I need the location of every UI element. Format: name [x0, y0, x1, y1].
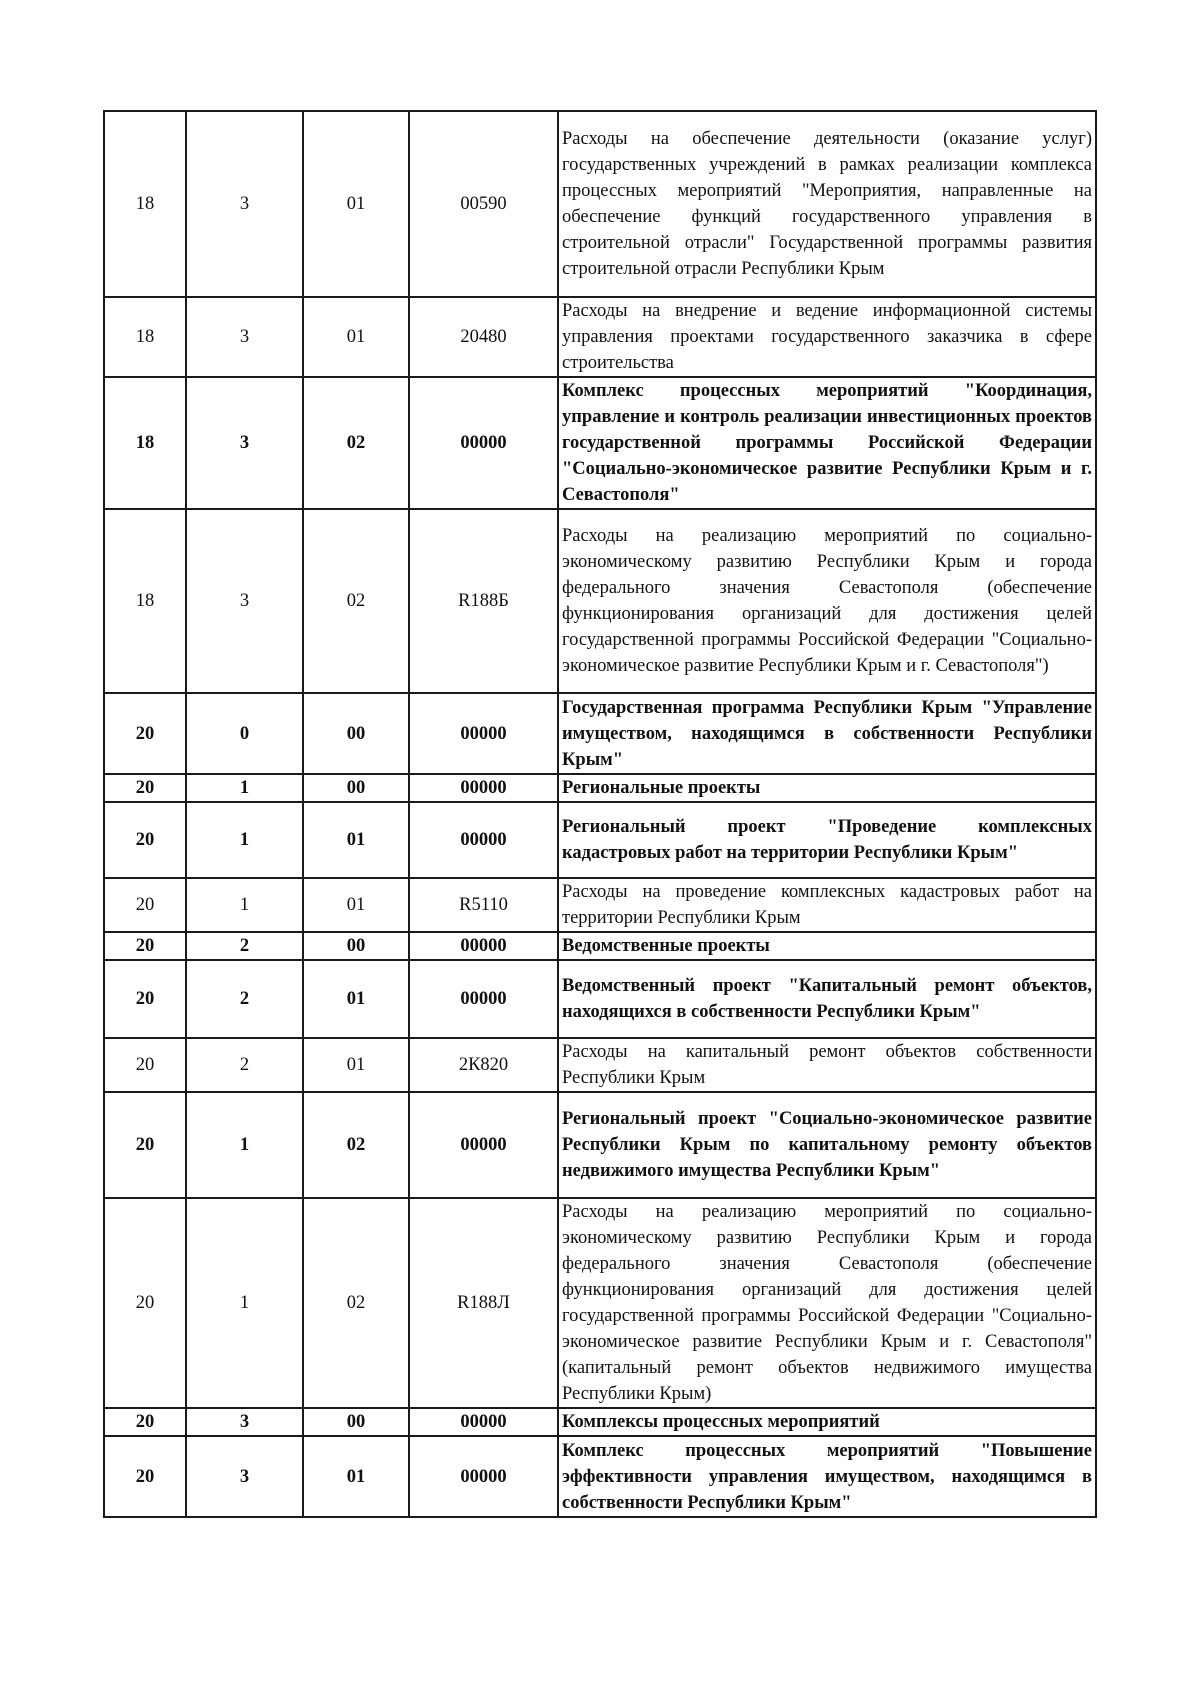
program-code-cell: 20	[104, 802, 186, 878]
program-code-cell: 20	[104, 1436, 186, 1517]
subprogram-code-cell: 3	[186, 1408, 303, 1436]
table-row	[104, 960, 1096, 1038]
direction-code-cell: 00000	[409, 693, 558, 774]
direction-code-cell: 00000	[409, 960, 558, 1038]
program-code-cell: 18	[104, 111, 186, 297]
description-cell: Ведомственные проекты	[558, 932, 1096, 960]
description-cell: Расходы на обеспечение деятельности (оказание услуг) государственных учреждений в рамках реализации комплекса процессных мероприятий "Мероприятия, направленные на обеспечение функций государственного управления в строительной отрасли" Государственной программы развития строительной отрасли Республики Крым	[558, 111, 1096, 297]
program-code-cell: 20	[104, 960, 186, 1038]
event-code-cell: 01	[303, 878, 409, 932]
table-row	[104, 377, 1096, 509]
direction-code-cell: R188Л	[409, 1198, 558, 1408]
program-code-cell: 20	[104, 878, 186, 932]
table-body	[104, 111, 1096, 1517]
table-row	[104, 297, 1096, 377]
subprogram-code-cell: 2	[186, 1038, 303, 1092]
description-cell: Государственная программа Республики Крым "Управление имуществом, находящимся в собственности Республики Крым"	[558, 693, 1096, 774]
event-code-cell: 01	[303, 1038, 409, 1092]
direction-code-cell: 2К820	[409, 1038, 558, 1092]
direction-code-cell: 00000	[409, 802, 558, 878]
direction-code-cell: 00000	[409, 932, 558, 960]
table-row	[104, 1092, 1096, 1198]
table-row	[104, 509, 1096, 693]
program-code-cell: 20	[104, 1198, 186, 1408]
subprogram-code-cell: 1	[186, 1198, 303, 1408]
subprogram-code-cell: 3	[186, 297, 303, 377]
direction-code-cell: 20480	[409, 297, 558, 377]
event-code-cell: 00	[303, 693, 409, 774]
table-row	[104, 111, 1096, 297]
program-code-cell: 18	[104, 377, 186, 509]
direction-code-cell: R5110	[409, 878, 558, 932]
program-code-cell: 20	[104, 1038, 186, 1092]
event-code-cell: 02	[303, 1092, 409, 1198]
program-code-cell: 20	[104, 1408, 186, 1436]
direction-code-cell: 00000	[409, 1436, 558, 1517]
subprogram-code-cell: 3	[186, 1436, 303, 1517]
table-row	[104, 693, 1096, 774]
program-code-cell: 20	[104, 693, 186, 774]
event-code-cell: 02	[303, 377, 409, 509]
direction-code-cell: 00000	[409, 1408, 558, 1436]
description-cell: Расходы на внедрение и ведение информационной системы управления проектами государственного заказчика в сфере строительства	[558, 297, 1096, 377]
description-cell: Комплексы процессных мероприятий	[558, 1408, 1096, 1436]
direction-code-cell: R188Б	[409, 509, 558, 693]
event-code-cell: 01	[303, 297, 409, 377]
subprogram-code-cell: 1	[186, 774, 303, 802]
event-code-cell: 00	[303, 932, 409, 960]
program-code-cell: 18	[104, 509, 186, 693]
program-code-cell: 20	[104, 932, 186, 960]
description-cell: Комплекс процессных мероприятий "Повышение эффективности управления имуществом, находящимся в собственности Республики Крым"	[558, 1436, 1096, 1517]
description-cell: Расходы на проведение комплексных кадастровых работ на территории Республики Крым	[558, 878, 1096, 932]
budget-code-table	[103, 110, 1097, 1518]
description-cell: Региональный проект "Проведение комплексных кадастровых работ на территории Республики Крым"	[558, 802, 1096, 878]
description-cell: Региональные проекты	[558, 774, 1096, 802]
program-code-cell: 18	[104, 297, 186, 377]
subprogram-code-cell: 3	[186, 377, 303, 509]
event-code-cell: 01	[303, 1436, 409, 1517]
table-row	[104, 774, 1096, 802]
description-cell: Расходы на реализацию мероприятий по социально-экономическому развитию Республики Крым и города федерального значения Севастополя (обеспечение функционирования организаций для достижения целей государственной программы Российской Федерации "Социально-экономическое развитие Республики Крым и г. Севастополя" (капитальный ремонт объектов недвижимого имущества Республики Крым)	[558, 1198, 1096, 1408]
event-code-cell: 01	[303, 111, 409, 297]
direction-code-cell: 00000	[409, 377, 558, 509]
table-row	[104, 932, 1096, 960]
table-row	[104, 802, 1096, 878]
subprogram-code-cell: 3	[186, 111, 303, 297]
description-cell: Расходы на капитальный ремонт объектов собственности Республики Крым	[558, 1038, 1096, 1092]
description-cell: Расходы на реализацию мероприятий по социально-экономическому развитию Республики Крым и города федерального значения Севастополя (обеспечение функционирования организаций для достижения целей государственной программы Российской Федерации "Социально-экономическое развитие Республики Крым и г. Севастополя")	[558, 509, 1096, 693]
subprogram-code-cell: 2	[186, 960, 303, 1038]
subprogram-code-cell: 3	[186, 509, 303, 693]
subprogram-code-cell: 0	[186, 693, 303, 774]
event-code-cell: 00	[303, 774, 409, 802]
description-cell: Комплекс процессных мероприятий "Координация, управление и контроль реализации инвестиционных проектов государственной программы Российской Федерации "Социально-экономическое развитие Республики Крым и г. Севастополя"	[558, 377, 1096, 509]
table-row	[104, 878, 1096, 932]
description-cell: Ведомственный проект "Капитальный ремонт объектов, находящихся в собственности Республики Крым"	[558, 960, 1096, 1038]
direction-code-cell: 00000	[409, 774, 558, 802]
table-row	[104, 1038, 1096, 1092]
subprogram-code-cell: 2	[186, 932, 303, 960]
event-code-cell: 02	[303, 1198, 409, 1408]
event-code-cell: 01	[303, 960, 409, 1038]
description-cell: Региональный проект "Социально-экономическое развитие Республики Крым по капитальному ремонту объектов недвижимого имущества Республики Крым"	[558, 1092, 1096, 1198]
subprogram-code-cell: 1	[186, 802, 303, 878]
table-row	[104, 1436, 1096, 1517]
table-row	[104, 1198, 1096, 1408]
subprogram-code-cell: 1	[186, 878, 303, 932]
event-code-cell: 00	[303, 1408, 409, 1436]
program-code-cell: 20	[104, 774, 186, 802]
event-code-cell: 01	[303, 802, 409, 878]
program-code-cell: 20	[104, 1092, 186, 1198]
direction-code-cell: 00590	[409, 111, 558, 297]
table-row	[104, 1408, 1096, 1436]
direction-code-cell: 00000	[409, 1092, 558, 1198]
event-code-cell: 02	[303, 509, 409, 693]
subprogram-code-cell: 1	[186, 1092, 303, 1198]
